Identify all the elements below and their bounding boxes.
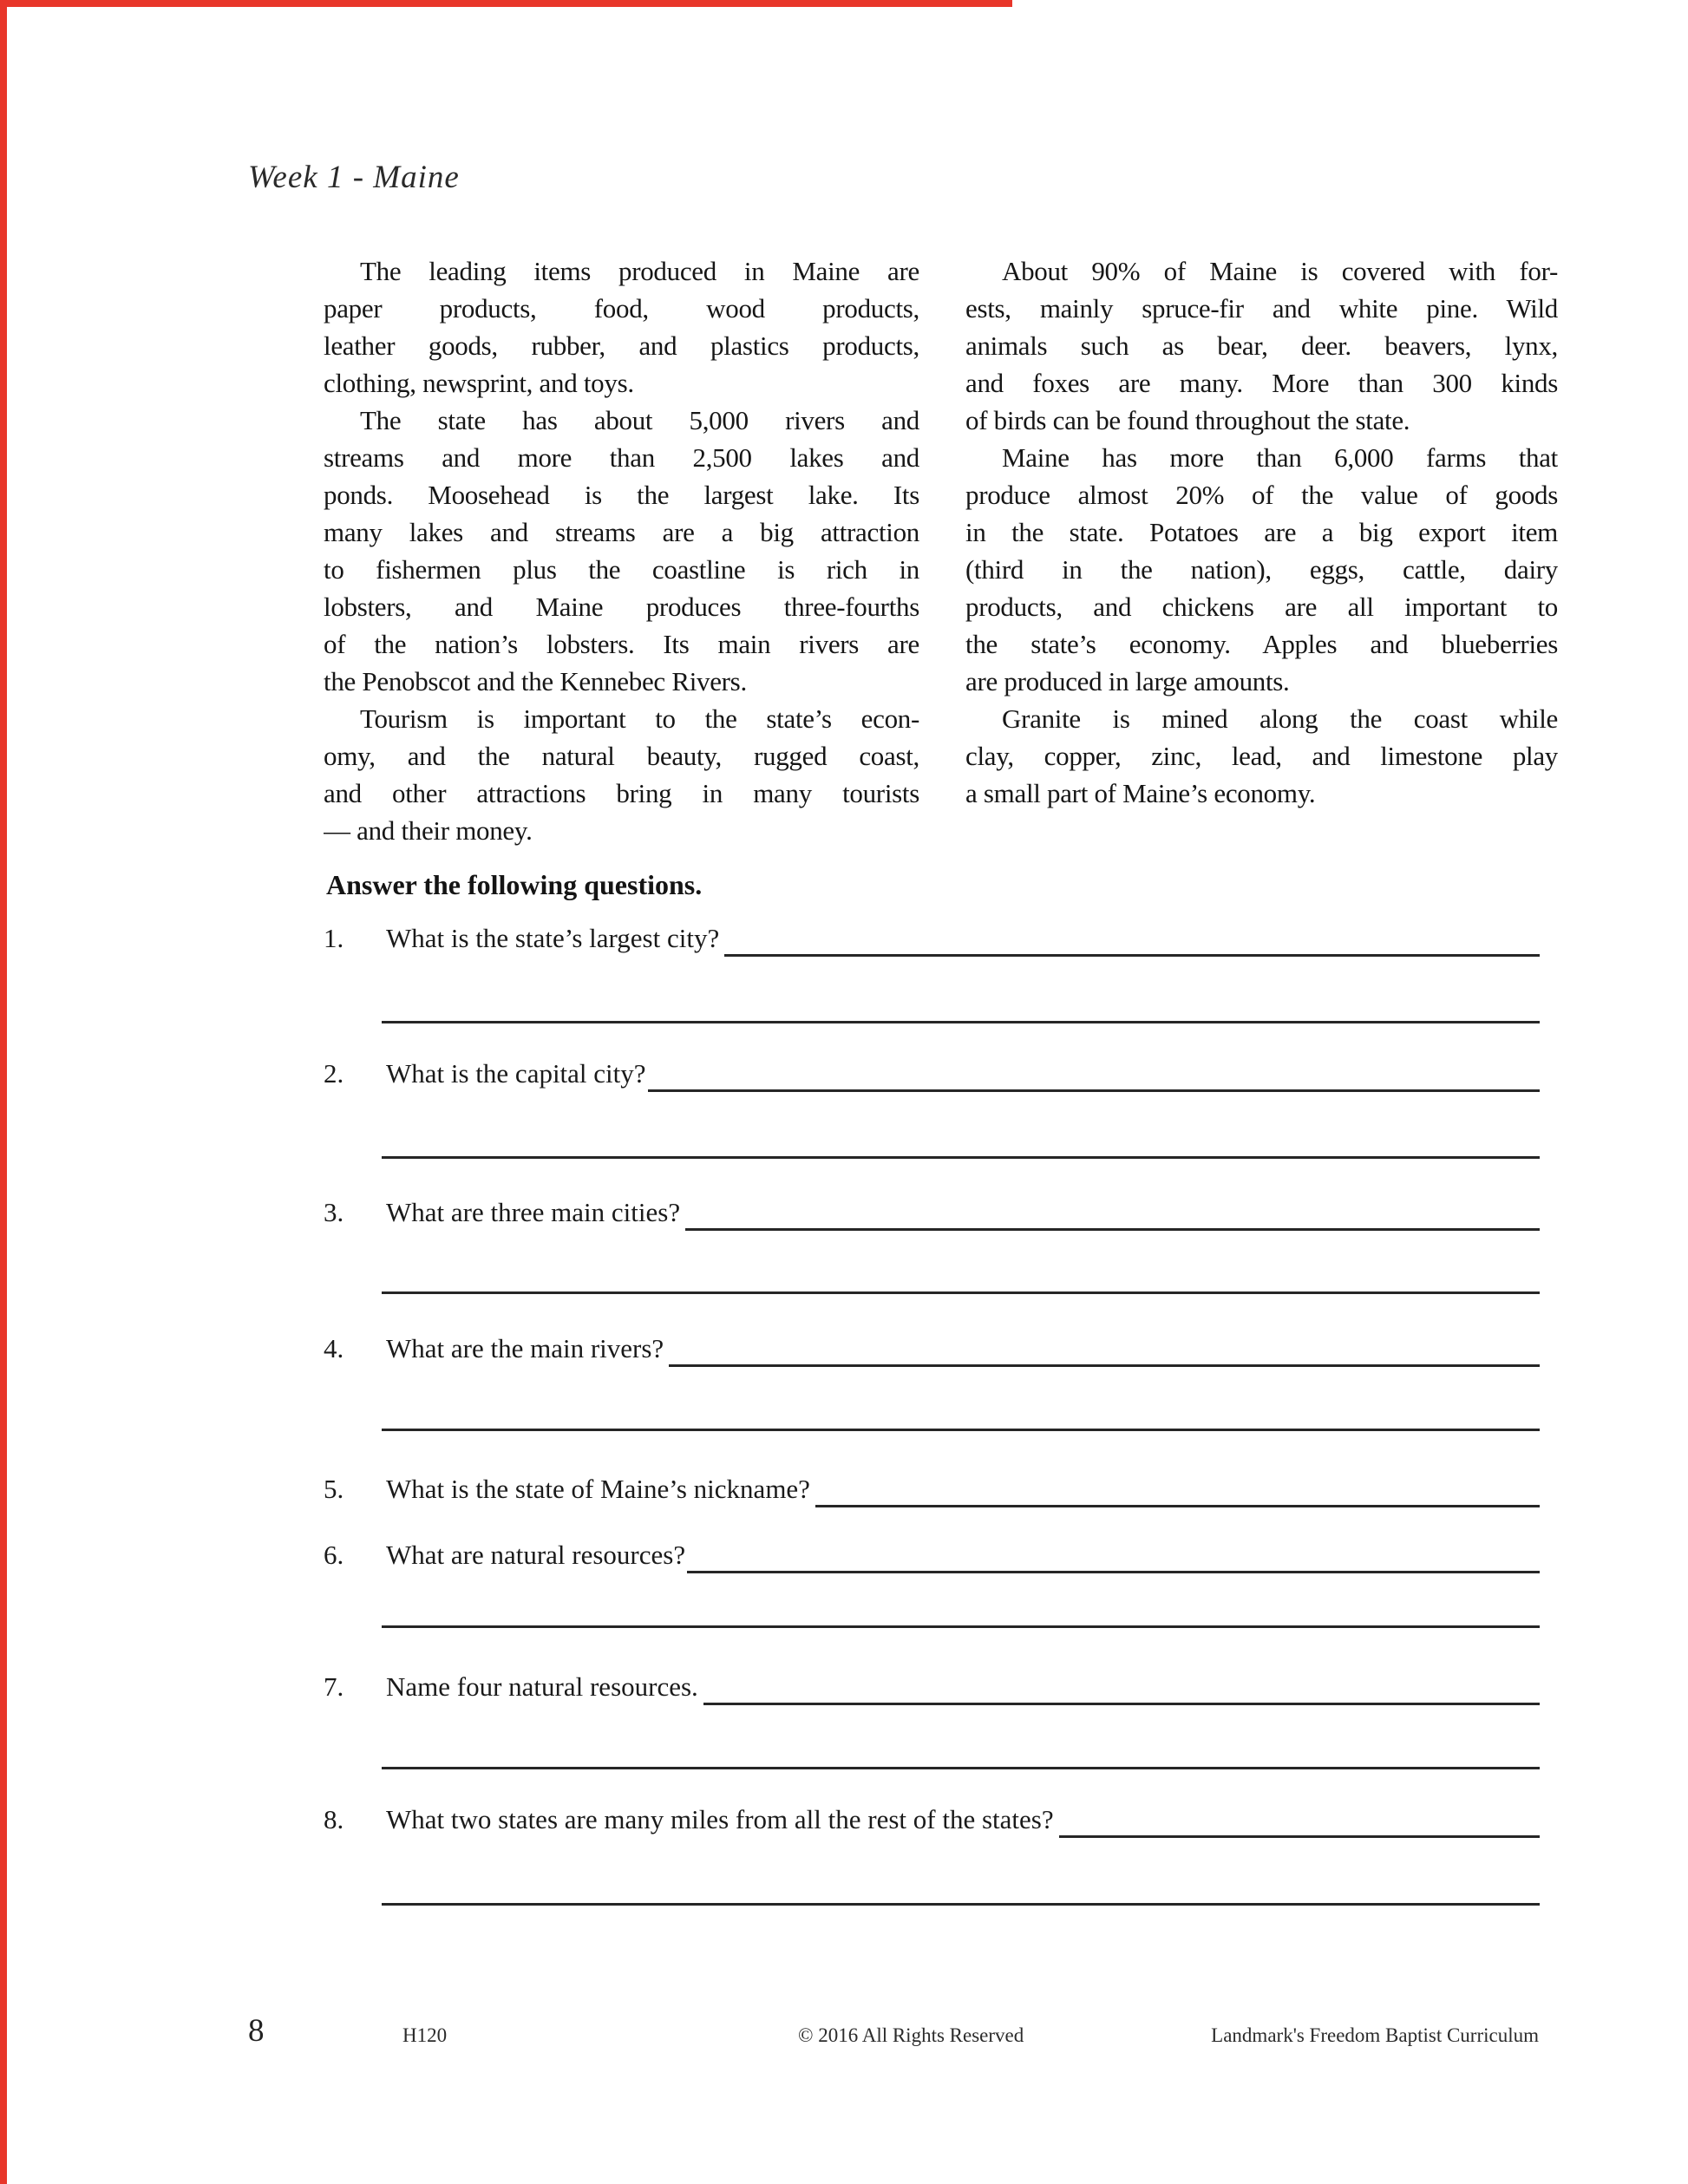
answer-line-inline <box>687 1538 1540 1573</box>
body-text-line: products, and chickens are all important to <box>965 592 1558 622</box>
questions-heading: Answer the following questions. <box>326 869 703 900</box>
question-text: What are three main cities? <box>386 1197 681 1227</box>
body-text-line: Tourism is important to the state’s econ- <box>360 703 919 734</box>
body-text-line: Granite is mined along the coast while <box>1002 703 1558 734</box>
scan-edge-line-left <box>0 0 7 2184</box>
body-text-line: the Penobscot and the Kennebec Rivers. <box>324 666 747 696</box>
body-text-line: streams and more than 2,500 lakes and <box>324 442 919 473</box>
question-text: What are natural resources? <box>386 1540 686 1570</box>
body-text-line: and other attractions bring in many tourists <box>324 778 919 808</box>
question-row-4 <box>324 1331 1540 1366</box>
question-row-5 <box>324 1472 1540 1507</box>
question-row-8 <box>324 1802 1540 1837</box>
question-number: 3. <box>324 1197 344 1227</box>
body-text-line: — and their money. <box>324 815 533 846</box>
answer-line-inline <box>724 921 1540 957</box>
body-text-line: to fishermen plus the coastline is rich in <box>324 554 919 585</box>
body-text-line: many lakes and streams are a big attraction <box>324 517 919 547</box>
question-number: 4. <box>324 1333 344 1363</box>
question-number: 1. <box>324 923 344 953</box>
question-text: What is the state of Maine’s nickname? <box>386 1474 810 1504</box>
question-number: 7. <box>324 1671 344 1702</box>
answer-line-inline <box>685 1195 1540 1231</box>
body-text-line: Maine has more than 6,000 farms that <box>1002 442 1558 473</box>
question-row-2 <box>324 1056 1540 1091</box>
question-text: What two states are many miles from all the rest of the states? <box>386 1804 1054 1834</box>
article-right-column <box>965 252 1558 812</box>
question-text: What is the capital city? <box>386 1058 646 1089</box>
article-left-column <box>324 252 919 849</box>
body-text-line: lobsters, and Maine produces three-fourths <box>324 592 919 622</box>
body-text-line: About 90% of Maine is covered with for- <box>1002 256 1558 286</box>
question-row-1 <box>324 921 1540 956</box>
answer-line-continuation <box>382 1767 1540 1769</box>
page-number: 8 <box>248 2013 265 2049</box>
question-row-6 <box>324 1538 1540 1573</box>
publisher-name: Landmark's Freedom Baptist Curriculum <box>1211 2024 1539 2046</box>
question-row-3 <box>324 1195 1540 1230</box>
question-number: 8. <box>324 1804 344 1834</box>
body-text-line: produce almost 20% of the value of goods <box>965 480 1558 510</box>
body-text-line: in the state. Potatoes are a big export item <box>965 517 1558 547</box>
question-text: Name four natural resources. <box>386 1671 698 1702</box>
answer-line-continuation <box>382 1021 1540 1023</box>
body-text-line: animals such as bear, deer. beavers, lynx, <box>965 330 1558 361</box>
page-header-title: Week 1 - Maine <box>248 160 460 195</box>
course-code: H120 <box>402 2024 448 2046</box>
body-text-line: clothing, newsprint, and toys. <box>324 368 634 398</box>
question-text: What are the main rivers? <box>386 1333 664 1363</box>
body-text-line: paper products, food, wood products, <box>324 293 919 324</box>
body-text-line: (third in the nation), eggs, cattle, dairy <box>965 554 1558 585</box>
body-text-line: leather goods, rubber, and plastics products, <box>324 330 919 361</box>
answer-line-inline <box>703 1670 1540 1705</box>
copyright-notice: © 2016 All Rights Reserved <box>798 2024 1024 2046</box>
answer-line-inline <box>648 1056 1540 1092</box>
body-text-line: and foxes are many. More than 300 kinds <box>965 368 1558 398</box>
answer-line-inline <box>815 1472 1540 1507</box>
answer-line-continuation <box>382 1903 1540 1906</box>
body-text-line: clay, copper, zinc, lead, and limestone play <box>965 741 1558 771</box>
answer-line-continuation <box>382 1291 1540 1294</box>
body-text-line: a small part of Maine’s economy. <box>965 778 1316 808</box>
answer-line-inline <box>1059 1802 1540 1838</box>
body-text-line: omy, and the natural beauty, rugged coast, <box>324 741 919 771</box>
answer-line-inline <box>669 1331 1540 1367</box>
body-text-line: of the nation’s lobsters. Its main rivers are <box>324 629 919 659</box>
body-text-line: ponds. Moosehead is the largest lake. Its <box>324 480 919 510</box>
body-text-line: the state’s economy. Apples and blueberries <box>965 629 1558 659</box>
scan-edge-line-top <box>0 0 1012 7</box>
answer-line-continuation <box>382 1156 1540 1159</box>
question-number: 6. <box>324 1540 344 1570</box>
question-row-7 <box>324 1670 1540 1704</box>
question-number: 2. <box>324 1058 344 1089</box>
question-text: What is the state’s largest city? <box>386 923 720 953</box>
question-number: 5. <box>324 1474 344 1504</box>
body-text-line: The state has about 5,000 rivers and <box>360 405 919 435</box>
body-text-line: are produced in large amounts. <box>965 666 1290 696</box>
body-text-line: of birds can be found throughout the state. <box>965 405 1410 435</box>
answer-line-continuation <box>382 1625 1540 1628</box>
body-text-line: The leading items produced in Maine are <box>360 256 919 286</box>
answer-line-continuation <box>382 1429 1540 1431</box>
body-text-line: ests, mainly spruce-fir and white pine. Wild <box>965 293 1558 324</box>
